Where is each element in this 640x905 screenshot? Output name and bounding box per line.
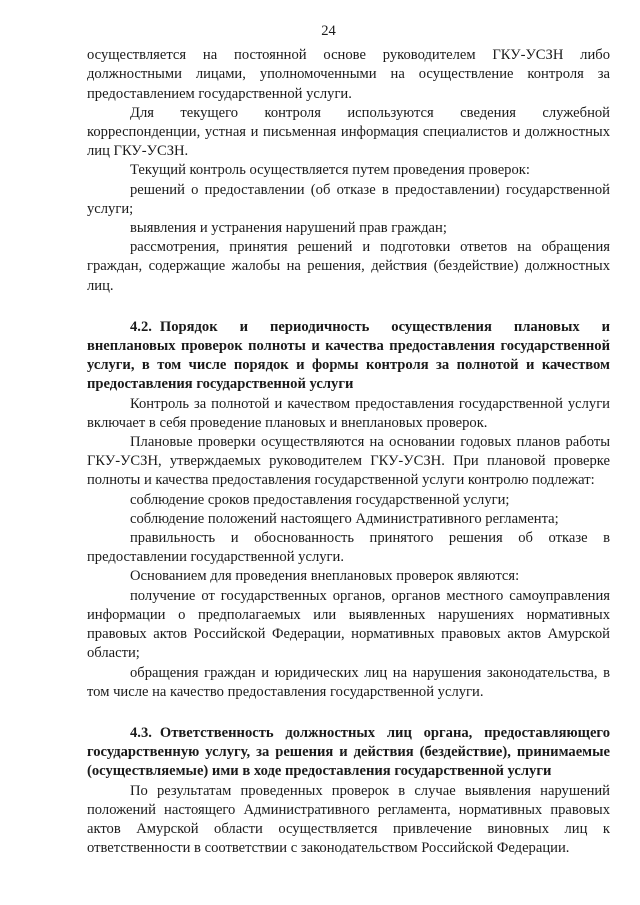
list-item: соблюдение положений настоящего Административного регламента; bbox=[130, 510, 559, 527]
paragraph: осуществляется на постоянной основе руководителем ГКУ-УСЗН либо должностными лицами, уполномоченными на осуществление контроля за предоставлением государственной услуги. bbox=[87, 47, 610, 102]
paragraph: По результатам проведенных проверок в случае выявления нарушений положений настоящего Административного регламента, нормативных правовых актов Амурской области осуществляется привлечение виновных лиц к ответственности в соответствии с законодательством Российской Федерации. bbox=[87, 782, 610, 857]
section-title: Ответственность должностных лиц органа, предоставляющего государственную услугу, за решения и действия (бездействие), принимаемые (осуществляемые) ими в ходе предоставления государственной услуги bbox=[87, 724, 610, 780]
list-item: выявления и устранения нарушений прав граждан; bbox=[130, 220, 447, 237]
section-title: Порядок и периодичность осуществления плановых и внеплановых проверок полноты и качества предоставления государственной услуги, в том числе порядок и формы контроля за полнотой и качеством предоставления государственной услуги bbox=[87, 318, 610, 393]
page-number: 24 bbox=[321, 23, 336, 39]
paragraph: Для текущего контроля используются сведения служебной корреспонденции, устная и письменная информация специалистов и должностных лиц ГКУ-УСЗН. bbox=[87, 104, 610, 160]
list-item: соблюдение сроков предоставления государственной услуги; bbox=[130, 491, 510, 508]
section-heading-4-2 bbox=[87, 318, 610, 395]
list-item: решений о предоставлении (об отказе в предоставлении) государственной услуги; bbox=[87, 181, 610, 217]
list-item: получение от государственных органов, органов местного самоуправления информации о предполагаемых или выявленных нарушениях нормативных правовых актов Российской Федерации, нормативных правовых актов Амурской области; bbox=[87, 587, 610, 662]
spacer bbox=[87, 296, 610, 318]
spacer bbox=[87, 702, 610, 724]
paragraph: Текущий контроль осуществляется путем проведения проверок: bbox=[130, 162, 530, 179]
list-item: рассмотрения, принятия решений и подготовки ответов на обращения граждан, содержащие жалобы на решения, действия (бездействие) должностных лиц. bbox=[87, 239, 610, 294]
paragraph: Основанием для проведения внеплановых проверок являются: bbox=[130, 568, 520, 585]
paragraph: Плановые проверки осуществляются на основании годовых планов работы ГКУ-УСЗН, утверждаемых руководителем ГКУ-УСЗН. При плановой проверке полноты и качества предоставления государственной услуги контролю подлежат: bbox=[87, 434, 610, 489]
section-number: 4.2. bbox=[130, 318, 152, 335]
paragraph: Контроль за полнотой и качеством предоставления государственной услуги включает в себя проведение плановых и внеплановых проверок. bbox=[87, 395, 610, 431]
list-item: правильность и обоснованность принятого решения об отказе в предоставлении государственной услуги. bbox=[87, 530, 610, 566]
section-number: 4.3. bbox=[130, 724, 152, 741]
list-item: обращения граждан и юридических лиц на нарушения законодательства, в том числе на качество предоставления государственной услуги. bbox=[87, 664, 610, 700]
section-heading-4-3 bbox=[87, 724, 610, 782]
